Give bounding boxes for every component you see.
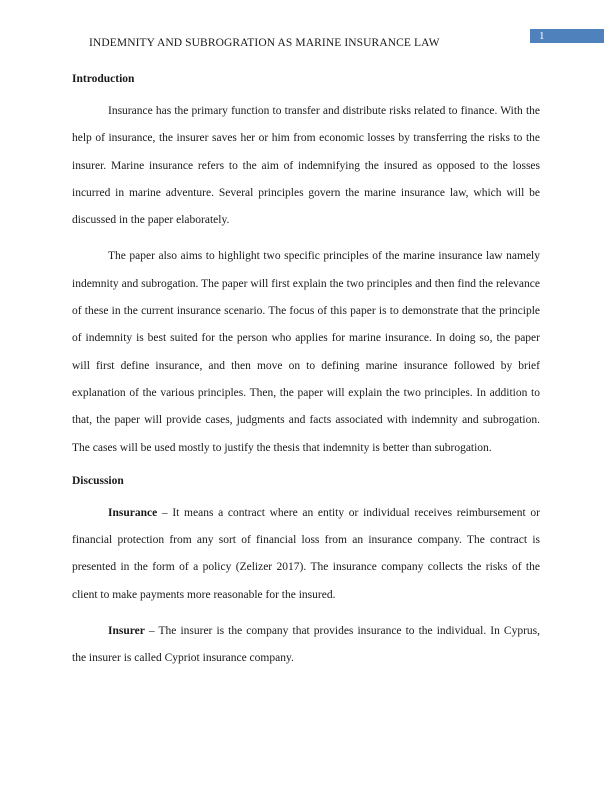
- definition-paragraph-insurance: [72, 500, 540, 609]
- paragraph: Insurance has the primary function to transfer and distribute risks related to finance. With the help of insurance, the insurer saves her or him from economic losses by transferring the risks to the insurer. Marine insurance refers to the aim of indemnifying the insured as opposed to the losses incurred in marine adventure. Several principles govern the marine insurance law, which will be discussed in the paper elaborately.: [72, 105, 540, 227]
- paragraph: The paper also aims to highlight two specific principles of the marine insurance law namely indemnity and subrogation. The paper will first explain the two principles and then find the relevance of these in the current insurance scenario. The focus of this paper is to demonstrate that the principle of indemnity is best suited for the person who applies for marine insurance. In doing so, the paper will first define insurance, and then move on to defining marine insurance followed by brief explanation of the various principles. Then, the paper will explain the two principles. In addition to that, the paper will provide cases, judgments and facts associated with indemnity and subrogation. The cases will be used mostly to justify the thesis that indemnity is better than subrogation.: [72, 250, 540, 454]
- document-body: [72, 70, 540, 673]
- defined-term: Insurance: [108, 506, 158, 519]
- definition-text: – It means a contract where an entity or individual receives reimbursement or financial protection from any sort of financial loss from an insurance company. The contract is presented in the form of a policy (Zelizer 2017). The insurance company collects the risks of the client to make payments more reasonable for the insured.: [72, 506, 540, 601]
- running-head: INDEMNITY AND SUBROGRATION AS MARINE INSURANCE LAW: [89, 37, 440, 49]
- definition-paragraph-insurer: [72, 618, 540, 673]
- section-heading-introduction: Introduction: [72, 73, 135, 85]
- defined-term: Insurer: [108, 625, 145, 638]
- page-number: 1: [530, 29, 604, 43]
- section-heading-discussion: Discussion: [72, 474, 124, 487]
- definition-text: – The insurer is the company that provides insurance to the individual. In Cyprus, the insurer is called Cypriot insurance company.: [72, 625, 540, 665]
